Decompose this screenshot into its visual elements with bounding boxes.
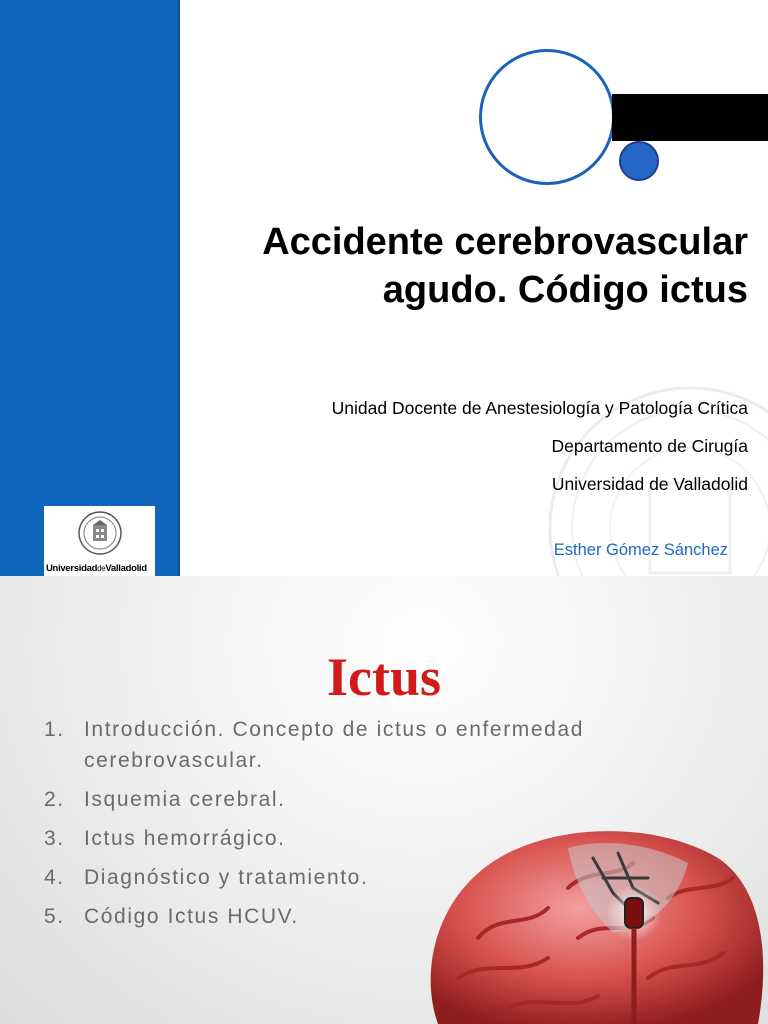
decorative-black-bar — [612, 94, 768, 141]
affiliation-unit: Unidad Docente de Anestesiología y Patología Crítica — [331, 398, 748, 418]
slide-title — [148, 218, 748, 314]
university-seal-icon — [77, 510, 123, 556]
slide-title-line1: Accidente cerebrovascular — [262, 221, 748, 263]
author-name: Esther Gómez Sánchez — [553, 541, 728, 559]
list-item — [44, 784, 724, 815]
list-item-text: Diagnóstico y tratamiento. — [84, 866, 369, 889]
decorative-small-circle — [619, 141, 659, 181]
affiliation-department: Departamento de Cirugía — [551, 436, 748, 456]
slide-title-line2: agudo. Código ictus — [382, 269, 748, 311]
list-item — [44, 714, 724, 776]
list-item-text: Ictus hemorrágico. — [84, 827, 286, 850]
list-item-number: 5. — [44, 905, 65, 928]
list-item-text: Código Ictus HCUV. — [84, 905, 299, 928]
list-item-number: 4. — [44, 866, 65, 889]
list-item-number: 1. — [44, 718, 65, 741]
outline-slide — [0, 576, 768, 1024]
list-item-text: Isquemia cerebral. — [84, 788, 286, 811]
university-logo — [44, 506, 155, 576]
list-item-number: 2. — [44, 788, 65, 811]
list-item-text: Introducción. Concepto de ictus o enfermedad cerebrovascular. — [84, 718, 584, 772]
list-item-number: 3. — [44, 827, 65, 850]
outline-title: Ictus — [326, 647, 441, 707]
affiliation-university: Universidad de Valladolid — [551, 474, 748, 494]
brain-illustration-icon — [418, 818, 768, 1024]
logo-caption: UniversidaddeValladolid — [46, 563, 147, 574]
decorative-large-circle — [479, 49, 615, 185]
